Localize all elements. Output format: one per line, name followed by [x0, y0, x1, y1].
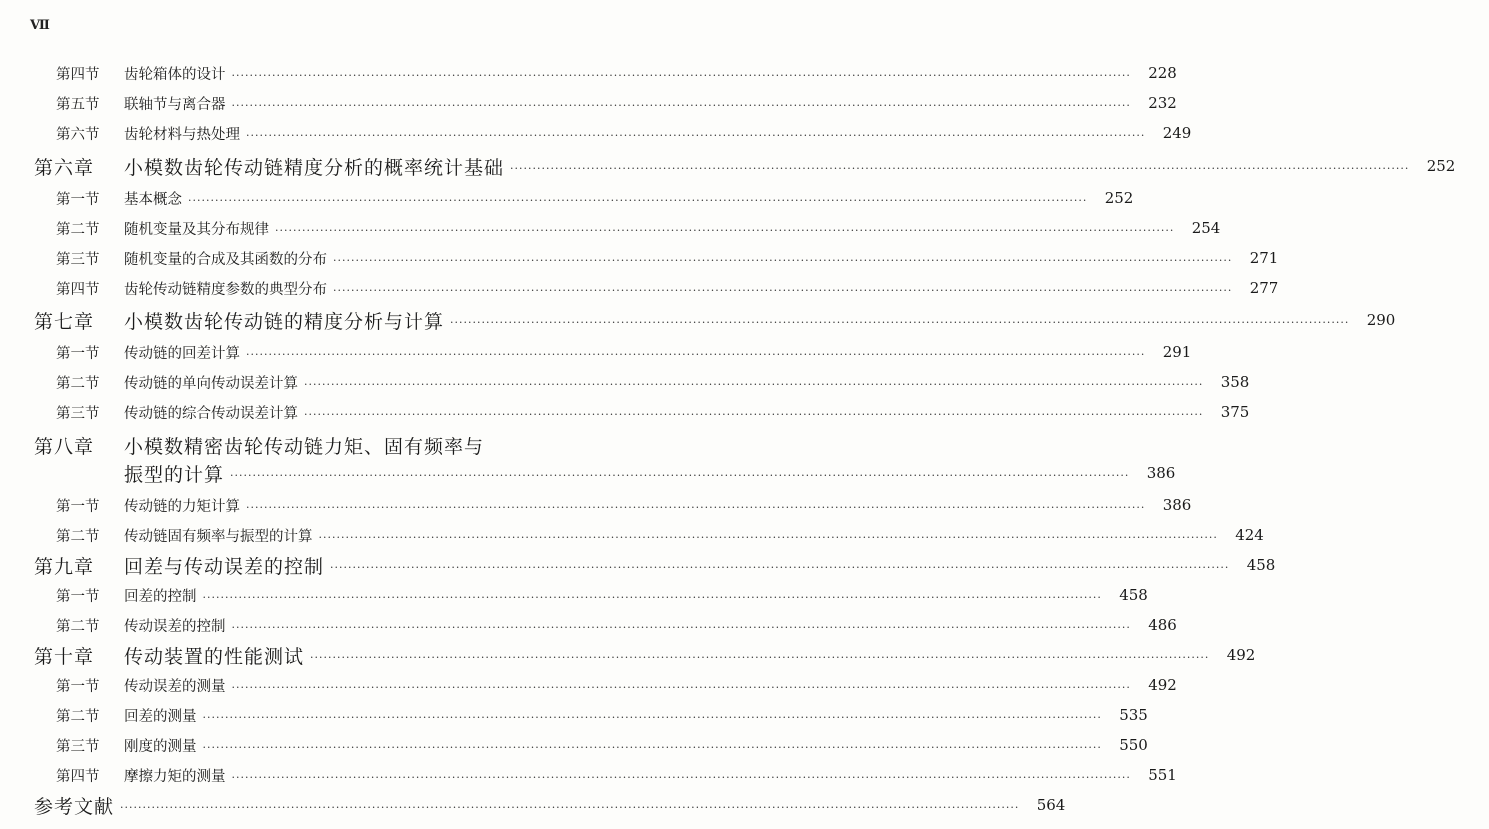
- entry-page: 458: [1246, 556, 1276, 574]
- toc-section-entry: [0, 90, 1177, 116]
- toc-section-entry: [0, 522, 1264, 548]
- dot-leader: ········································································································································································································: [120, 800, 1020, 814]
- toc-section-entry: [0, 702, 1148, 728]
- dot-leader: ········································································································································································································: [310, 650, 1210, 664]
- dot-leader: ········································································································································································································: [230, 468, 1130, 482]
- dot-leader: ········································································································································································································: [304, 407, 1204, 421]
- entry-number: 第四节: [56, 281, 100, 298]
- entry-number: 第二节: [56, 618, 100, 635]
- entry-page: 424: [1235, 526, 1264, 544]
- dot-leader: ········································································································································································································: [231, 620, 1131, 634]
- entry-number: 第六章: [34, 156, 95, 179]
- dot-leader: ········································································································································································································: [202, 740, 1102, 754]
- entry-title: 传动误差的控制: [124, 618, 226, 635]
- entry-number: 第三节: [56, 251, 100, 268]
- dot-leader: ········································································································································································································: [188, 193, 1088, 207]
- toc-section-entry: [0, 60, 1177, 86]
- entry-title: 随机变量及其分布规律: [124, 221, 269, 238]
- dot-leader: ········································································································································································································: [304, 377, 1204, 391]
- entry-page: 564: [1036, 796, 1066, 814]
- entry-page: 492: [1148, 676, 1177, 694]
- dot-leader: ········································································································································································································: [202, 590, 1102, 604]
- toc-section-entry: [0, 339, 1192, 365]
- entry-number: 第二节: [56, 708, 100, 725]
- entry-number: 第二节: [56, 528, 100, 545]
- entry-page: 232: [1148, 94, 1177, 112]
- toc-section-entry: [0, 215, 1221, 241]
- toc-chapter-entry: [0, 552, 1276, 578]
- entry-page: 249: [1162, 124, 1192, 142]
- entry-number: 第十章: [34, 645, 95, 668]
- entry-page: 535: [1119, 706, 1148, 724]
- entry-page: 291: [1162, 343, 1192, 361]
- entry-page: 492: [1226, 646, 1256, 664]
- dot-leader: ········································································································································································································: [231, 770, 1131, 784]
- entry-page: 458: [1119, 586, 1148, 604]
- entry-page: 375: [1220, 403, 1250, 421]
- entry-title: 摩擦力矩的测量: [124, 768, 226, 785]
- entry-page: 486: [1148, 616, 1177, 634]
- toc-section-entry: [0, 275, 1279, 301]
- entry-page: 551: [1148, 766, 1177, 784]
- entry-page: 271: [1249, 249, 1279, 267]
- dot-leader: ········································································································································································································: [318, 530, 1218, 544]
- entry-number: 第三节: [56, 738, 100, 755]
- entry-number: 第二节: [56, 375, 100, 392]
- entry-title: 小模数精密齿轮传动链力矩、固有频率与: [124, 435, 485, 458]
- entry-title: 齿轮箱体的设计: [124, 66, 226, 83]
- dot-leader: ········································································································································································································: [246, 347, 1146, 361]
- entry-title: 传动链的单向传动误差计算: [124, 375, 298, 392]
- dot-leader: ········································································································································································································: [246, 128, 1146, 142]
- entry-number: 第五节: [56, 96, 100, 113]
- dot-leader: ········································································································································································································: [246, 500, 1146, 514]
- entry-number: 第一节: [56, 678, 100, 695]
- entry-page: 386: [1146, 464, 1176, 482]
- dot-leader: ········································································································································································································: [450, 315, 1350, 329]
- entry-page: 386: [1162, 496, 1192, 514]
- dot-leader: ········································································································································································································: [333, 283, 1233, 297]
- toc-references-entry: [0, 792, 1066, 818]
- toc-chapter-entry: [0, 153, 1456, 179]
- toc-section-entry: [0, 185, 1134, 211]
- entry-number: 第一节: [56, 345, 100, 362]
- toc-section-entry: [0, 120, 1192, 146]
- entry-page: 252: [1104, 189, 1134, 207]
- entry-page: 228: [1148, 64, 1177, 82]
- toc-section-entry: [0, 369, 1250, 395]
- dot-leader: ········································································································································································································: [333, 253, 1233, 267]
- toc-section-entry: [0, 582, 1148, 608]
- entry-title: 传动装置的性能测试: [124, 645, 305, 668]
- toc-section-entry: [0, 492, 1192, 518]
- dot-leader: ········································································································································································································: [330, 560, 1230, 574]
- entry-title: 刚度的测量: [124, 738, 197, 755]
- entry-page: 290: [1366, 311, 1396, 329]
- toc-section-entry: [0, 672, 1177, 698]
- entry-number: 第一节: [56, 588, 100, 605]
- toc-section-entry: [0, 245, 1279, 271]
- entry-title: 回差与传动误差的控制: [124, 555, 325, 578]
- entry-number: 第一节: [56, 191, 100, 208]
- entry-title: 齿轮材料与热处理: [124, 126, 240, 143]
- entry-title: 联轴节与离合器: [124, 96, 226, 113]
- entry-title: 回差的控制: [124, 588, 197, 605]
- entry-title: 回差的测量: [124, 708, 197, 725]
- entry-number: 第二节: [56, 221, 100, 238]
- entry-number: 第六节: [56, 126, 100, 143]
- entry-title: 小模数齿轮传动链的精度分析与计算: [124, 310, 445, 333]
- entry-title: 参考文献: [34, 795, 115, 818]
- entry-number: 第四节: [56, 768, 100, 785]
- entry-page: 358: [1220, 373, 1250, 391]
- dot-leader: ········································································································································································································: [202, 710, 1102, 724]
- toc-chapter-entry: [0, 432, 627, 458]
- entry-title: 传动误差的测量: [124, 678, 226, 695]
- toc-chapter-entry-continued: [0, 460, 1176, 486]
- dot-leader: ········································································································································································································: [510, 161, 1410, 175]
- entry-page: 252: [1426, 157, 1456, 175]
- entry-title: 传动链的综合传动误差计算: [124, 405, 298, 422]
- entry-page: 254: [1191, 219, 1221, 237]
- entry-page: 277: [1249, 279, 1279, 297]
- toc-section-entry: [0, 762, 1177, 788]
- dot-leader: ········································································································································································································: [231, 98, 1131, 112]
- toc-section-entry: [0, 399, 1250, 425]
- entry-title: 传动链的回差计算: [124, 345, 240, 362]
- toc-section-entry: [0, 612, 1177, 638]
- entry-number: 第八章: [34, 435, 95, 458]
- page-numeral: Ⅶ: [30, 18, 50, 33]
- entry-number: 第九章: [34, 555, 95, 578]
- entry-title: 齿轮传动链精度参数的典型分布: [124, 281, 327, 298]
- entry-title: 传动链的力矩计算: [124, 498, 240, 515]
- entry-number: 第一节: [56, 498, 100, 515]
- entry-number: 第七章: [34, 310, 95, 333]
- entry-title: 振型的计算: [124, 463, 225, 486]
- entry-number: 第三节: [56, 405, 100, 422]
- entry-title: 随机变量的合成及其函数的分布: [124, 251, 327, 268]
- dot-leader: ········································································································································································································: [275, 223, 1175, 237]
- toc-section-entry: [0, 732, 1148, 758]
- dot-leader: ········································································································································································································: [231, 68, 1131, 82]
- entry-number: 第四节: [56, 66, 100, 83]
- entry-title: 传动链固有频率与振型的计算: [124, 528, 313, 545]
- toc-chapter-entry: [0, 642, 1256, 668]
- entry-page: 550: [1119, 736, 1148, 754]
- toc-chapter-entry: [0, 307, 1396, 333]
- entry-title: 小模数齿轮传动链精度分析的概率统计基础: [124, 156, 505, 179]
- dot-leader: ········································································································································································································: [231, 680, 1131, 694]
- entry-title: 基本概念: [124, 191, 182, 208]
